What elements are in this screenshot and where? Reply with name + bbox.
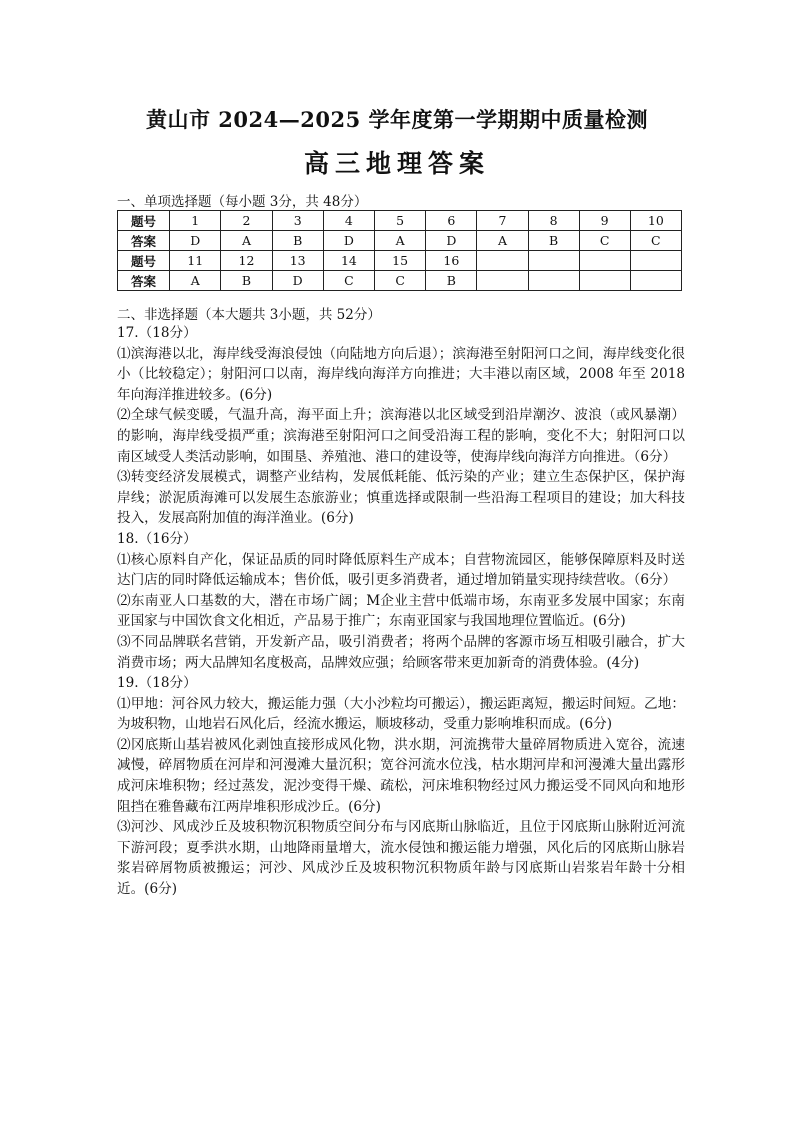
table-cell: B [426,271,477,291]
table-cell: C [630,231,681,251]
section2-heading: 二、非选择题（本大题共 3小题，共 52分） [117,307,381,323]
table-cell: 1 [170,211,221,231]
table-cell: C [375,271,426,291]
table-cell: B [221,271,272,291]
table-cell: B [272,231,323,251]
table-cell: 16 [426,251,477,271]
table-cell [477,251,528,271]
table-cell [579,251,630,271]
table-cell: A [221,231,272,251]
table-cell: 4 [323,211,374,231]
table-cell: 6 [426,211,477,231]
table-cell: D [426,231,477,251]
table-cell: C [579,231,630,251]
table-cell: C [323,271,374,291]
table-cell: 5 [375,211,426,231]
table-cell: 12 [221,251,272,271]
question-19-heading: 19.（18分） [117,675,197,692]
answer-19-3: ⑶河沙、风成沙丘及坡积物沉积物质空间分布与冈底斯山脉临近，且位于冈底斯山脉附近河流下游河段；夏季洪水期，山地降雨量增大，流水侵蚀和搬运能力增强，风化后的冈底斯山脉岩浆岩碎屑物质被搬运；河沙、风成沙丘及坡积物沉积物质年龄与冈底斯山岩浆岩年龄十分相近。(6分) [117,819,685,898]
table-cell [630,251,681,271]
table-cell: 7 [477,211,528,231]
table-cell: A [375,231,426,251]
page-subtitle: 高三地理答案 [303,149,490,178]
table-cell: D [323,231,374,251]
table-row [118,211,682,231]
page-title: 黄山市 2024—2025 学年度第一学期期中质量检测 [145,107,648,132]
row-label: 答案 [118,231,170,251]
table-row [118,251,682,271]
table-cell [528,271,579,291]
answer-19-2: ⑵冈底斯山基岩被风化剥蚀直接形成风化物，洪水期，河流携带大量碎屑物质进入宽谷，流速减慢，碎屑物质在河岸和河漫滩大量沉积；宽谷河流水位浅，枯水期河岸和河漫滩大量出露形成河床堆积物；经过蒸发，泥沙变得干燥、疏松，河床堆积物经过风力搬运受不同风向和地形阻挡在雅鲁藏布江两岸堆积形成沙丘。(6分) [117,736,685,815]
table-cell: D [170,231,221,251]
table-cell: 11 [170,251,221,271]
answer-18-2: ⑵东南亚人口基数的大，潜在市场广阔；M企业主营中低端市场，东南亚多发展中国家；东南亚国家与中国饮食文化相近，产品易于推广；东南亚国家与我国地理位置临近。(6分) [117,592,685,630]
table-cell: 9 [579,211,630,231]
table-cell [579,271,630,291]
answer-18-3: ⑶不同品牌联名营销，开发新产品，吸引消费者；将两个品牌的客源市场互相吸引融合，扩大消费市场；两大品牌知名度极高，品牌效应强；给顾客带来更加新奇的消费体验。(4分) [117,633,685,671]
row-label: 题号 [118,251,170,271]
table-cell: 2 [221,211,272,231]
answer-17-2: ⑵全球气候变暖，气温升高，海平面上升；滨海港以北区域受到沿岸潮汐、波浪（或风暴潮）的影响，海岸线受损严重；滨海港至射阳河口之间受沿海工程的影响，变化不大；射阳河口以南区域受人类活动影响，如围垦、养殖池、港口的建设等，使海岸线向海洋方向推进。（6分） [117,407,685,465]
table-cell: D [272,271,323,291]
table-cell: 3 [272,211,323,231]
answer-18-1: ⑴核心原料自产化，保证品质的同时降低原料生产成本；自营物流园区，能够保障原料及时送达门店的同时降低运输成本；售价低，吸引更多消费者，通过增加销量实现持续营收。（6分） [117,551,685,589]
table-cell [528,251,579,271]
answer-19-1: ⑴甲地：河谷风力较大，搬运能力强（大小沙粒均可搬运），搬运距离短，搬运时间短。乙地：为坡积物，山地岩石风化后，经流水搬运，顺坡移动，受重力影响堆积而成。(6分) [117,695,685,733]
table-cell: 14 [323,251,374,271]
row-label: 题号 [118,211,170,231]
table-cell: A [477,231,528,251]
table-cell: B [528,231,579,251]
answer-17-3: ⑶转变经济发展模式，调整产业结构，发展低耗能、低污染的产业；建立生态保护区，保护海岸线；淤泥质海滩可以发展生态旅游业；慎重选择或限制一些沿海工程项目的建设；加大科技投入，发展高附加值的海洋渔业。(6分) [117,469,685,527]
table-row [118,271,682,291]
answer-17-1: ⑴滨海港以北，海岸线受海浪侵蚀（向陆地方向后退）；滨海港至射阳河口之间，海岸线变化很小（比较稳定）；射阳河口以南，海岸线向海洋方向推进；大丰港以南区域，2008 年至 2018 年向海洋推进较多。(6分) [117,345,685,403]
question-17-heading: 17.（18分） [117,325,197,341]
table-cell: 15 [375,251,426,271]
answer-table [117,210,682,291]
table-cell: A [170,271,221,291]
answer-content [117,323,685,900]
section1-heading: 一、单项选择题（每小题 3分，共 48分） [117,194,368,210]
table-cell: 8 [528,211,579,231]
table-cell: 10 [630,211,681,231]
table-cell: 13 [272,251,323,271]
table-row [118,231,682,251]
table-cell [630,271,681,291]
row-label: 答案 [118,271,170,291]
question-18-heading: 18.（16分） [117,530,197,547]
table-cell [477,271,528,291]
